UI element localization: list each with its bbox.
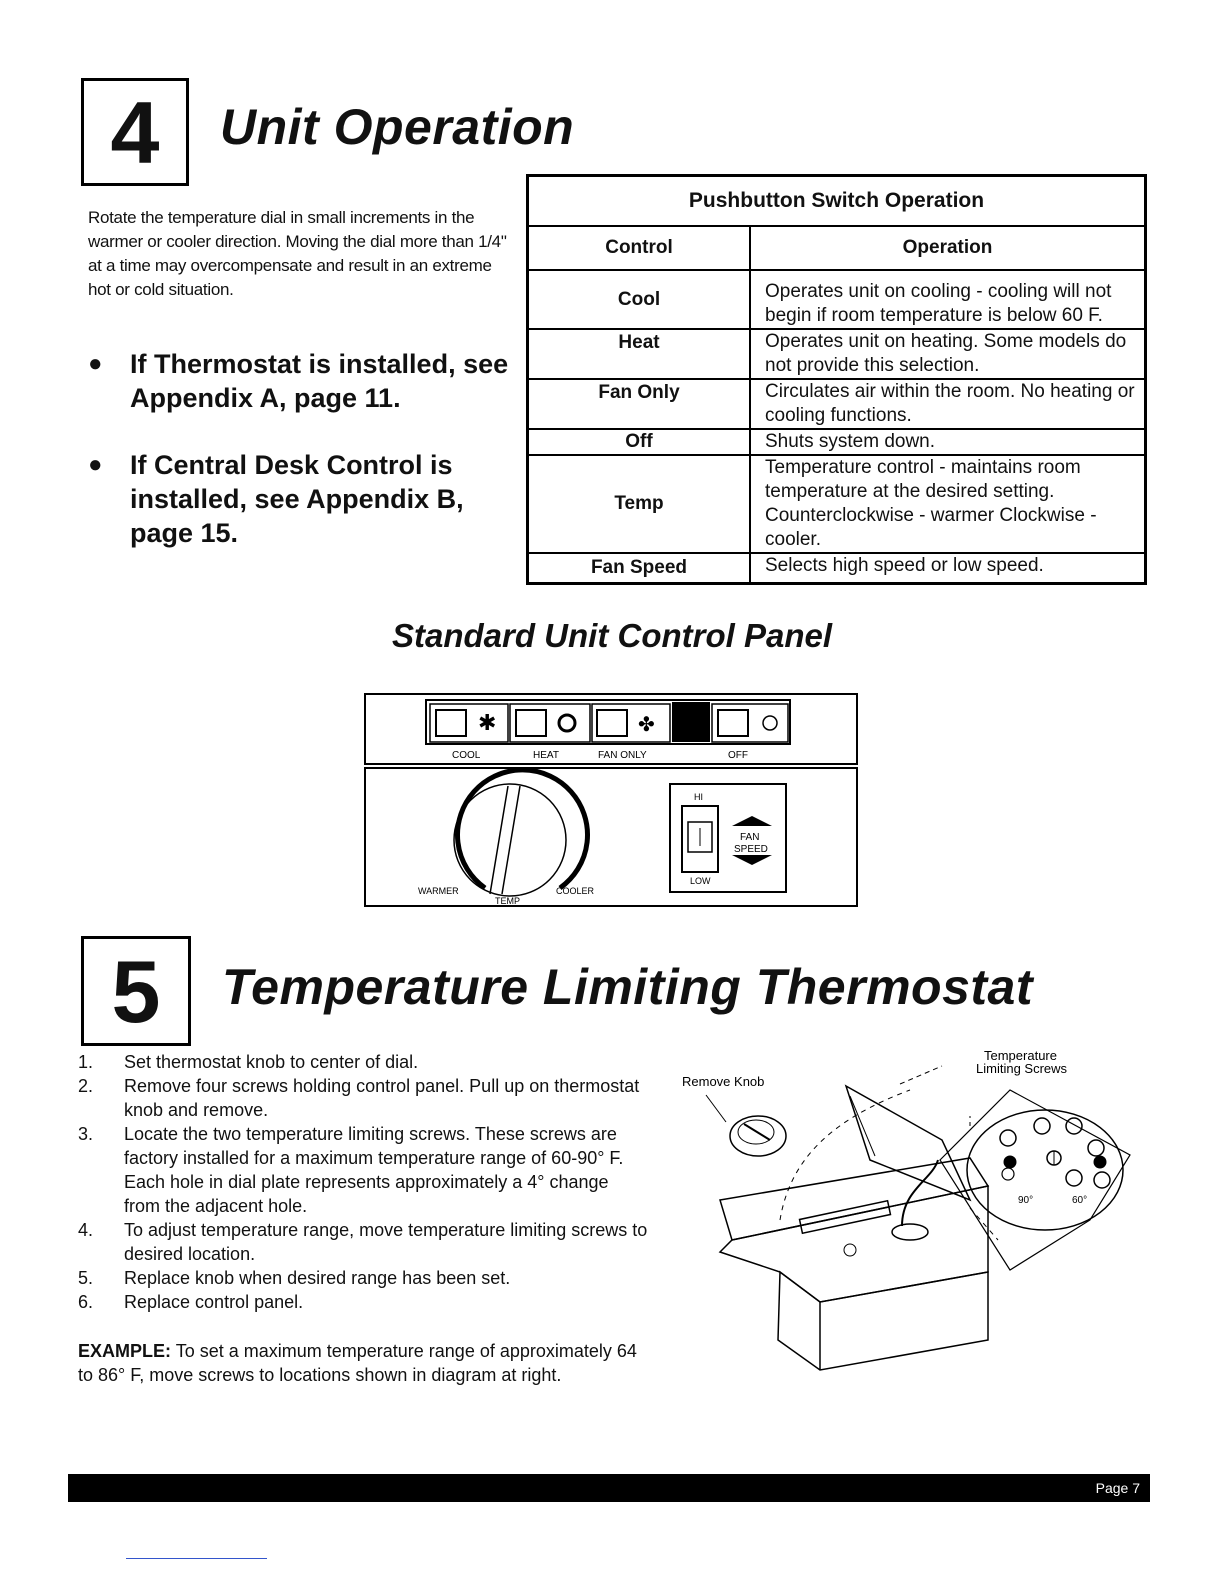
- fan-only-button[interactable]: [597, 710, 627, 736]
- cool-button[interactable]: [436, 710, 466, 736]
- label-temp: TEMP: [495, 896, 521, 906]
- section-4-number: 4: [110, 83, 160, 182]
- label-warmer: WARMER: [418, 886, 459, 896]
- operation-cell: Circulates air within the room. No heating or cooling functions.: [750, 379, 1146, 429]
- divider: [126, 1558, 267, 1559]
- label-cool: COOL: [452, 750, 481, 761]
- temp-dial[interactable]: [454, 784, 566, 896]
- dial-arc: [458, 770, 588, 888]
- heat-button[interactable]: [516, 710, 546, 736]
- thermostat-diagram: [670, 1040, 1140, 1390]
- control-cell: Cool: [528, 270, 751, 329]
- step-text: Set thermostat knob to center of dial.: [124, 1052, 419, 1072]
- table-row: [528, 553, 1146, 583]
- example-label: EXAMPLE:: [78, 1341, 172, 1361]
- limit-screw-2: [1094, 1156, 1106, 1168]
- open-panel: [846, 1086, 970, 1200]
- list-item: 2. Remove four screws holding control panel. Pull up on thermostat knob and remove.: [78, 1076, 640, 1120]
- section-5-number: 5: [111, 942, 161, 1041]
- limiting-screws-label-1: Temperature: [984, 1048, 1057, 1063]
- table-row: [528, 270, 1146, 329]
- step-text: To adjust temperature range, move temperature limiting screws to desired location.: [124, 1220, 648, 1264]
- control-cell: Off: [528, 429, 751, 455]
- page-number: Page 7: [1095, 1480, 1140, 1496]
- section-5-title: Temperature Limiting Thermostat: [222, 959, 1033, 1015]
- step-text: Replace knob when desired range has been set.: [124, 1268, 511, 1288]
- operation-cell: Operates unit on cooling - cooling will not begin if room temperature is below 60 F.: [750, 270, 1146, 329]
- label-hi: HI: [694, 792, 703, 802]
- panel-title: Standard Unit Control Panel: [391, 617, 833, 654]
- label-speed: SPEED: [734, 844, 768, 855]
- label-60-degrees: 60°: [1072, 1195, 1088, 1206]
- section-5-number-box: [81, 936, 191, 1046]
- control-panel-illustration: [360, 690, 860, 910]
- list-item: 3. Locate the two temperature limiting screws. These screws are factory installed for a maximum temperature range of 60-90° F. Each hole in dial plate represents approximately a 4° change from the adjacent hole.: [78, 1124, 624, 1216]
- section-4-title: Unit Operation: [220, 99, 575, 155]
- label-low: LOW: [690, 876, 711, 886]
- list-item: 4. To adjust temperature range, move temperature limiting screws to desired location.: [78, 1220, 648, 1264]
- off-icon: [763, 716, 777, 730]
- label-cooler: COOLER: [556, 886, 595, 896]
- bullet-dot: ●: [88, 451, 103, 478]
- unit-base: [778, 1272, 988, 1370]
- up-arrow-icon: [732, 816, 772, 826]
- control-cell: Temp: [528, 455, 751, 553]
- table-row: [528, 379, 1146, 429]
- snowflake-icon: ✱: [478, 710, 497, 735]
- instruction-steps: [78, 1050, 648, 1314]
- fan-icon: ✤: [638, 714, 655, 736]
- control-cell: Fan Speed: [528, 553, 751, 583]
- label-off: OFF: [728, 750, 748, 761]
- header-operation: Operation: [750, 226, 1146, 270]
- thermostat-knob: [730, 1116, 786, 1156]
- bullet-dot: ●: [88, 350, 103, 377]
- table-row: [528, 329, 1146, 379]
- limiting-screws-label-2: Limiting Screws: [976, 1061, 1068, 1076]
- pushbutton-table: [526, 174, 1147, 585]
- list-item: 5. Replace knob when desired range has been set.: [78, 1268, 511, 1288]
- label-fan-only: FAN ONLY: [598, 750, 647, 761]
- operation-cell: Temperature control - maintains room temperature at the desired setting. Counterclockwise - warmer Clockwise - cooler.: [750, 455, 1146, 553]
- dial-plate: [967, 1110, 1123, 1230]
- operation-cell: Selects high speed or low speed.: [750, 553, 1146, 583]
- step-text: Replace control panel.: [124, 1292, 304, 1312]
- label-fan: FAN: [740, 832, 760, 843]
- bullet-thermostat-text: If Thermostat is installed, see Appendix A, page 11.: [130, 349, 509, 413]
- section-4-number-box: [81, 78, 189, 186]
- step-text: Remove four screws holding control panel. Pull up on thermostat knob and remove.: [124, 1076, 640, 1120]
- intro-text: Rotate the temperature dial in small increments in the warmer or cooler direction. Moving the dial more than 1/4" at a time may overcompensate and result in an extreme hot or cold situation.: [88, 208, 507, 299]
- label-heat: HEAT: [533, 750, 559, 761]
- table-row: [528, 455, 1146, 553]
- heat-icon: [559, 715, 575, 731]
- step-text: Locate the two temperature limiting screws. These screws are factory installed for a maximum temperature range of 60-90° F. Each hole in dial plate represents approximately a 4° change from the adjacent hole.: [124, 1124, 624, 1216]
- table-title: Pushbutton Switch Operation: [528, 176, 1146, 227]
- remove-knob-label: Remove Knob: [682, 1074, 765, 1089]
- example-text: To set a maximum temperature range of approximately 64 to 86° F, move screws to locations shown in diagram at right.: [78, 1341, 637, 1385]
- down-arrow-icon: [732, 855, 772, 865]
- control-cell: Heat: [528, 329, 751, 379]
- table-row: [528, 429, 1146, 455]
- off-button[interactable]: [718, 710, 748, 736]
- header-control: Control: [528, 226, 751, 270]
- list-item: 1. Set thermostat knob to center of dial.: [78, 1052, 419, 1072]
- example-paragraph: [78, 1339, 648, 1387]
- list-item: 6. Replace control panel.: [78, 1292, 304, 1312]
- page-footer-bar: [68, 1474, 1150, 1502]
- operation-cell: Shuts system down.: [750, 429, 1146, 455]
- limit-screw-1: [1004, 1156, 1016, 1168]
- bullet-central-desk-text: If Central Desk Control is installed, see Appendix B, page 15.: [130, 450, 464, 548]
- label-90-degrees: 90°: [1018, 1195, 1034, 1206]
- control-cell: Fan Only: [528, 379, 751, 429]
- operation-cell: Operates unit on heating. Some models do not provide this selection.: [750, 329, 1146, 379]
